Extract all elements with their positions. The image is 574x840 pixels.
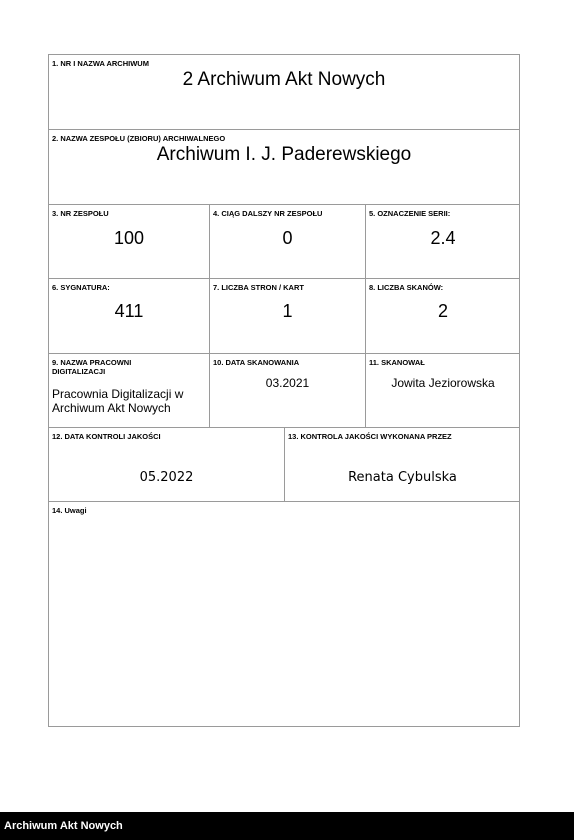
fonds-name-value: Archiwum I. J. Paderewskiego <box>156 144 412 165</box>
footer-bar: Archiwum Akt Nowych <box>0 812 574 840</box>
pages-label: 7. LICZBA STRON / KART <box>213 283 304 292</box>
row-numbers <box>49 205 519 279</box>
cell-remarks <box>49 502 519 726</box>
continuation-no-label: 4. CIĄG DALSZY NR ZESPOŁU <box>213 209 323 218</box>
archive-value: 2 Archiwum Akt Nowych <box>182 69 386 90</box>
qc-by-label: 13. KONTROLA JAKOŚCI WYKONANA PRZEZ <box>288 432 452 441</box>
cell-pages <box>209 279 365 353</box>
row-fonds-name <box>49 130 519 205</box>
archive-label: 1. NR I NAZWA ARCHIWUM <box>52 59 149 68</box>
workshop-value-line1: Pracownia Digitalizacji w <box>52 387 184 401</box>
workshop-value <box>52 387 183 415</box>
signature-value: 411 <box>114 301 144 321</box>
workshop-value-line2: Archiwum Akt Nowych <box>52 401 171 415</box>
cell-scanned-by <box>365 354 520 427</box>
row-counts <box>49 279 519 354</box>
scans-label: 8. LICZBA SKANÓW: <box>369 283 444 292</box>
fonds-name-label: 2. NAZWA ZESPOŁU (ZBIORU) ARCHIWALNEGO <box>52 134 226 143</box>
fonds-no-label: 3. NR ZESPOŁU <box>52 209 109 218</box>
qc-date-label: 12. DATA KONTROLI JAKOŚCI <box>52 432 161 441</box>
cell-archive <box>49 55 519 129</box>
signature-label: 6. SYGNATURA: <box>52 283 110 292</box>
row-scanning <box>49 354 519 428</box>
cell-qc-by <box>284 428 520 501</box>
cell-fonds-name <box>49 130 519 204</box>
cell-qc-date <box>49 428 284 501</box>
workshop-label: 9. NAZWA PRACOWNI DIGITALIZACJI <box>52 358 132 376</box>
pages-value: 1 <box>282 301 293 321</box>
cell-scan-date <box>209 354 365 427</box>
series-value: 2.4 <box>430 228 456 248</box>
qc-date-value: 05.2022 <box>139 470 194 485</box>
scans-value: 2 <box>437 301 448 321</box>
scanned-by-value: Jowita Jeziorowska <box>391 376 495 390</box>
cell-continuation-no <box>209 205 365 278</box>
series-label: 5. OZNACZENIE SERII: <box>369 209 451 218</box>
fonds-no-value: 100 <box>113 228 145 248</box>
continuation-no-value: 0 <box>282 228 293 248</box>
scan-date-label: 10. DATA SKANOWANIA <box>213 358 300 367</box>
metadata-form <box>48 54 520 727</box>
cell-signature <box>49 279 209 353</box>
scanned-by-label: 11. SKANOWAŁ <box>369 358 425 367</box>
cell-series <box>365 205 520 278</box>
row-quality <box>49 428 519 502</box>
cell-scans <box>365 279 520 353</box>
row-archive <box>49 55 519 130</box>
cell-workshop <box>49 354 209 427</box>
scan-date-value: 03.2021 <box>265 376 310 390</box>
qc-by-value: Renata Cybulska <box>348 470 457 485</box>
cell-fonds-no <box>49 205 209 278</box>
remarks-label: 14. Uwagi <box>52 506 87 515</box>
